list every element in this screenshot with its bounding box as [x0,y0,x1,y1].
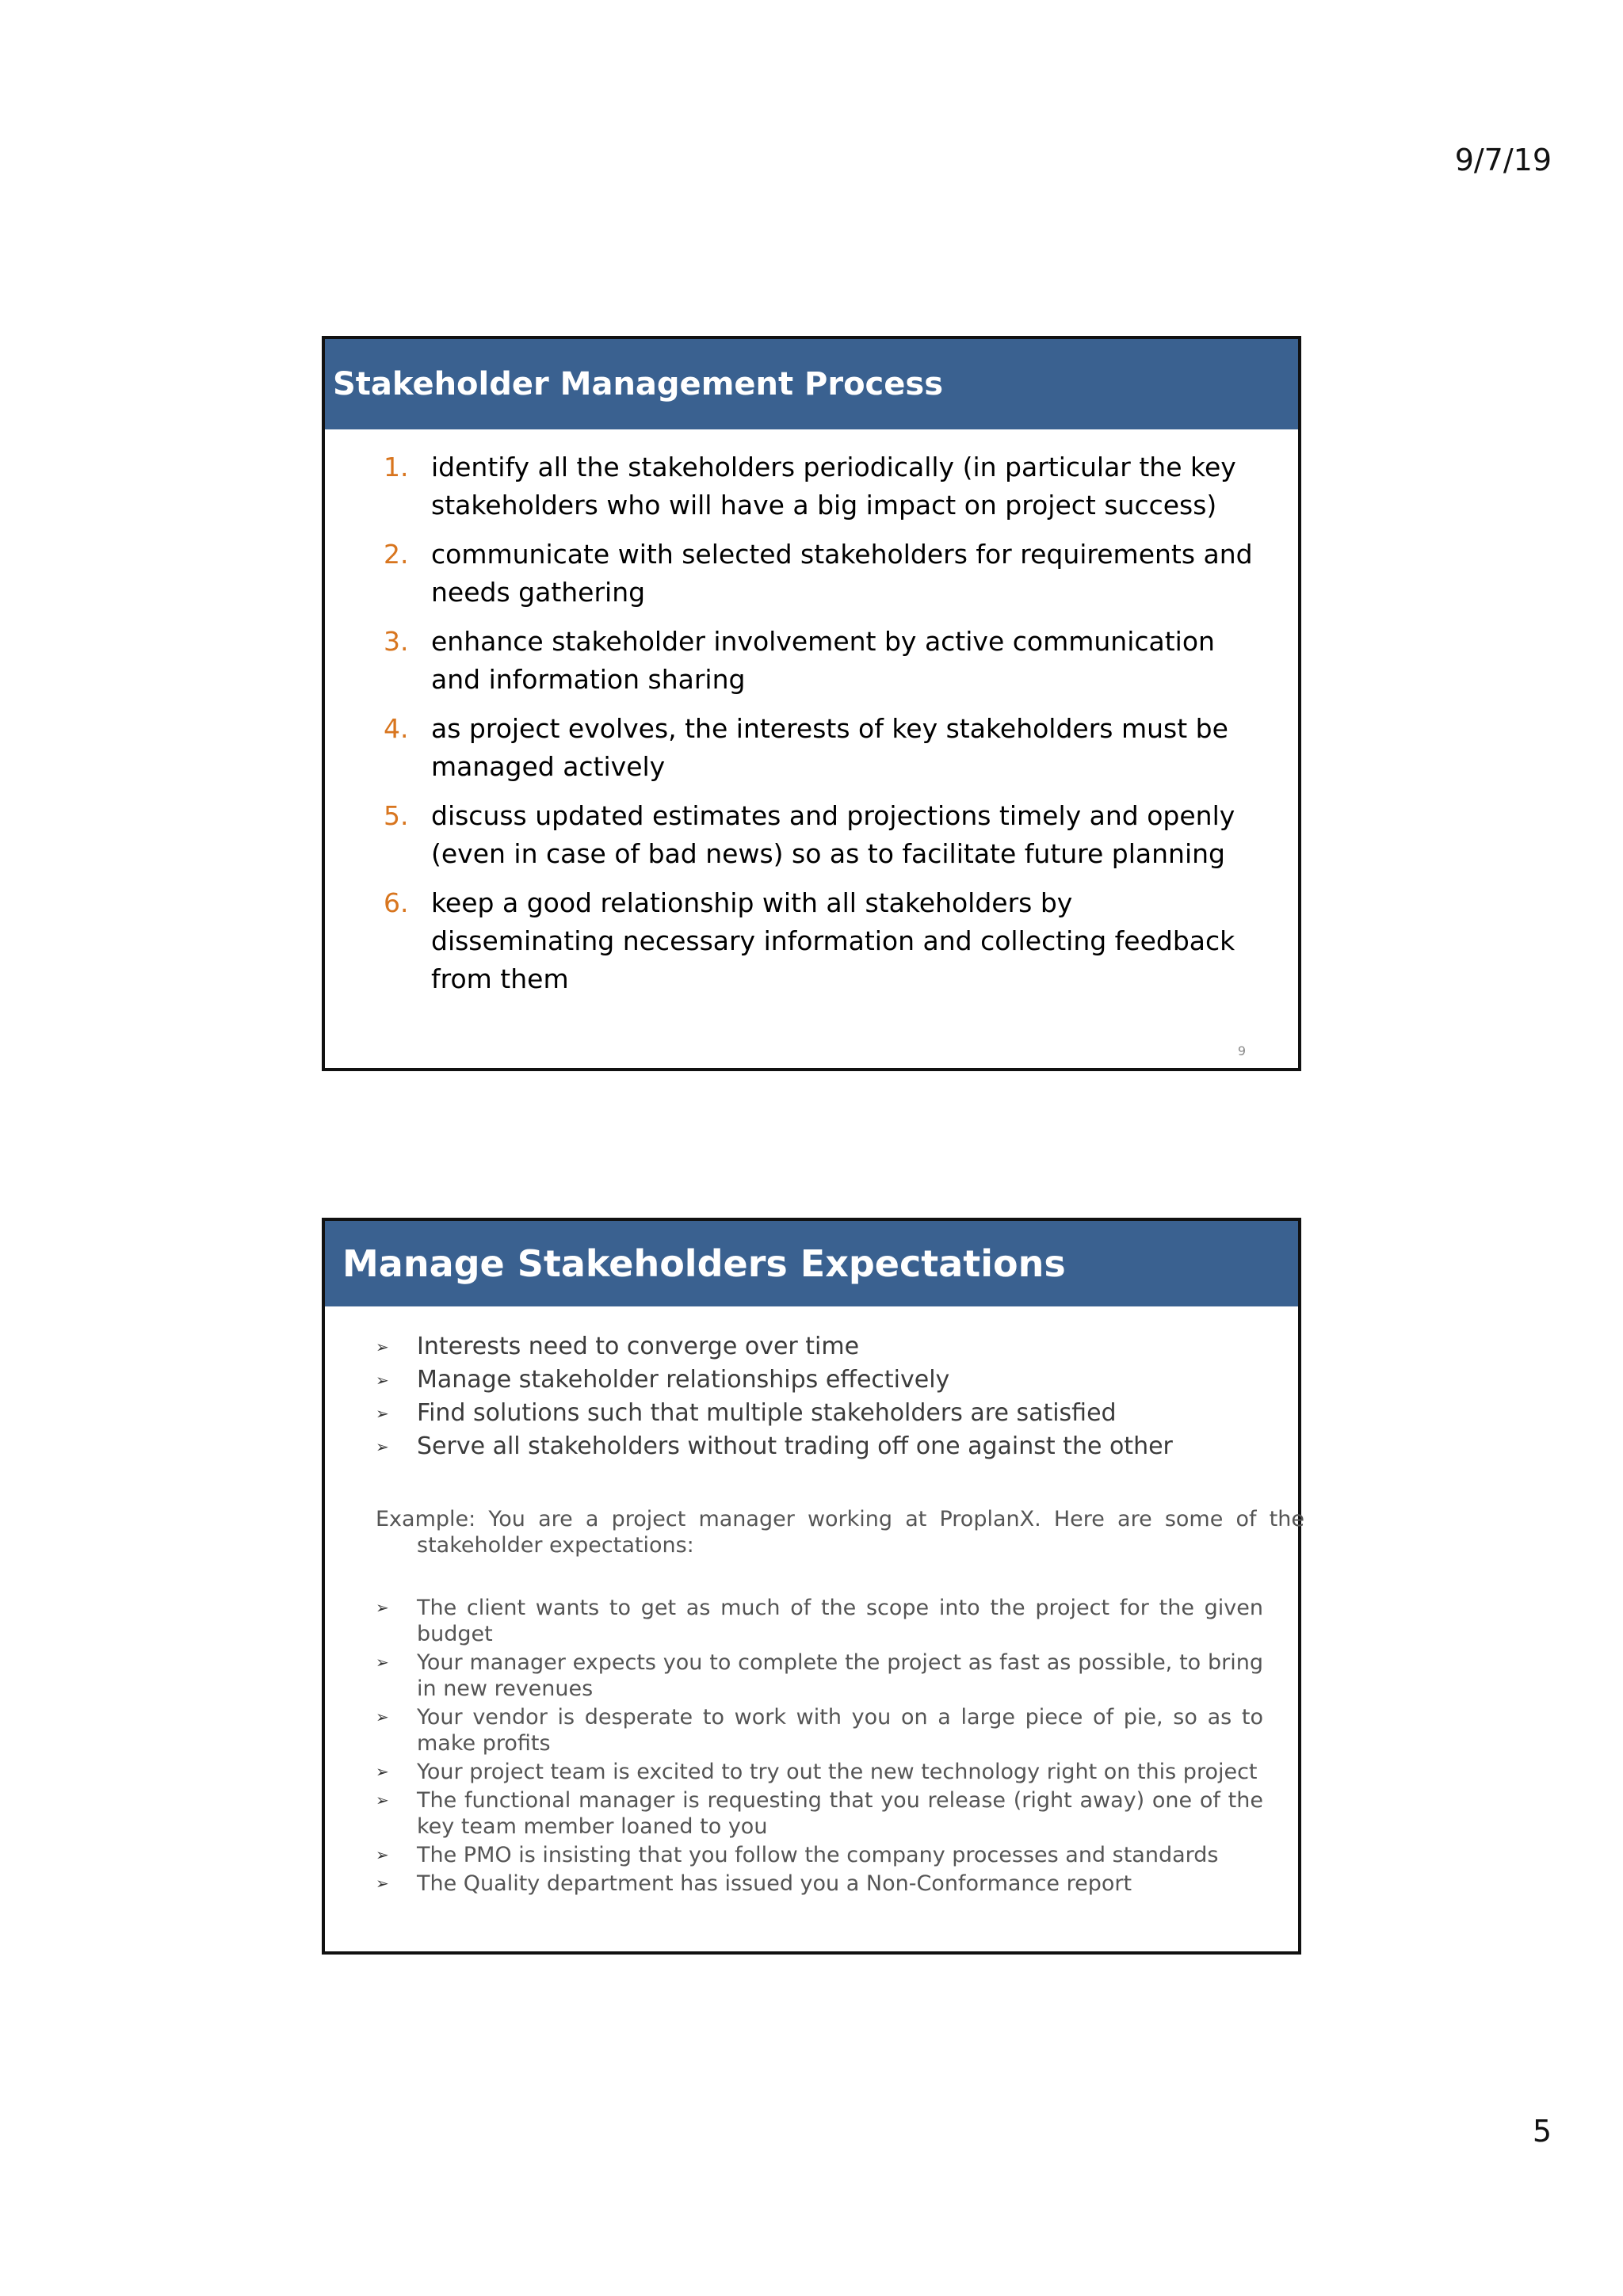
list-item [376,1704,1263,1756]
list-item [384,797,1263,873]
process-steps-list [384,448,1263,1009]
list-item [376,1787,1263,1840]
slide-number: 9 [1237,1043,1246,1058]
item-text: Your manager expects you to complete the project as fast as possible, to bring in new revenues [417,1650,1263,1701]
item-text: Interests need to converge over time [417,1333,860,1360]
slide-title: Manage Stakeholders Expectations [325,1221,1298,1306]
list-item [376,1397,1263,1430]
list-item [384,710,1263,786]
arrow-bullet-icon: ➢ [376,1404,389,1423]
item-text: Serve all stakeholders without trading off one against the other [417,1432,1173,1460]
list-item [376,1759,1263,1785]
list-item [376,1842,1263,1868]
arrow-bullet-icon: ➢ [376,1337,389,1356]
list-item [376,1430,1263,1463]
list-item [376,1363,1263,1397]
arrow-bullet-icon: ➢ [376,1707,389,1726]
arrow-bullet-icon: ➢ [376,1845,389,1864]
item-text: discuss updated estimates and projections timely and openly (even in case of bad news) so as to facilitate future planning [431,800,1235,869]
item-text: keep a good relationship with all stakeholders by disseminating necessary information and collecting feedback from them [431,887,1235,994]
item-text: Find solutions such that multiple stakeholders are satisfied [417,1399,1117,1427]
list-item [376,1330,1263,1363]
item-number: 3. [384,626,409,657]
item-text: The functional manager is requesting that you release (right away) one of the key team member loaned to you [417,1788,1263,1839]
list-item [384,884,1263,998]
example-paragraph: Example: You are a project manager working at ProplanX. Here are some of the stakeholder expectations: [376,1507,1304,1558]
item-text: Manage stakeholder relationships effectively [417,1366,950,1394]
item-text: communicate with selected stakeholders for requirements and needs gathering [431,539,1253,608]
list-item [384,623,1263,699]
arrow-bullet-icon: ➢ [376,1874,389,1893]
arrow-bullet-icon: ➢ [376,1598,389,1617]
arrow-bullet-icon: ➢ [376,1437,389,1456]
item-text: The Quality department has issued you a Non-Conformance report [417,1871,1132,1896]
expectations-list [376,1595,1263,1899]
item-text: Your project team is excited to try out the new technology right on this project [417,1760,1258,1784]
item-text: The PMO is insisting that you follow the company processes and standards [417,1843,1219,1867]
item-number: 1. [384,452,409,482]
list-item [384,536,1263,612]
page-date: 9/7/19 [1454,143,1552,177]
item-text: enhance stakeholder involvement by active communication and information sharing [431,626,1215,695]
item-text: as project evolves, the interests of key stakeholders must be managed actively [431,713,1228,782]
arrow-bullet-icon: ➢ [376,1791,389,1810]
page-number: 5 [1532,2114,1552,2149]
slide-stakeholder-management-process [322,336,1301,1071]
item-number: 5. [384,800,409,831]
slide-title: Stakeholder Management Process [325,339,1298,429]
list-item [376,1650,1263,1702]
item-text: identify all the stakeholders periodically (in particular the key stakeholders who will have a big impact on project success) [431,452,1236,521]
arrow-bullet-icon: ➢ [376,1371,389,1390]
list-item [376,1595,1263,1647]
item-text: Your vendor is desperate to work with you on a large piece of pie, so as to make profits [417,1705,1263,1756]
slide-manage-stakeholders-expectations [322,1218,1304,1955]
list-item [384,448,1263,524]
item-text: The client wants to get as much of the scope into the project for the given budget [417,1596,1263,1646]
item-number: 2. [384,539,409,570]
arrow-bullet-icon: ➢ [376,1653,389,1672]
item-number: 4. [384,713,409,744]
key-points-list [376,1330,1263,1463]
arrow-bullet-icon: ➢ [376,1762,389,1781]
list-item [376,1871,1263,1897]
item-number: 6. [384,887,409,918]
